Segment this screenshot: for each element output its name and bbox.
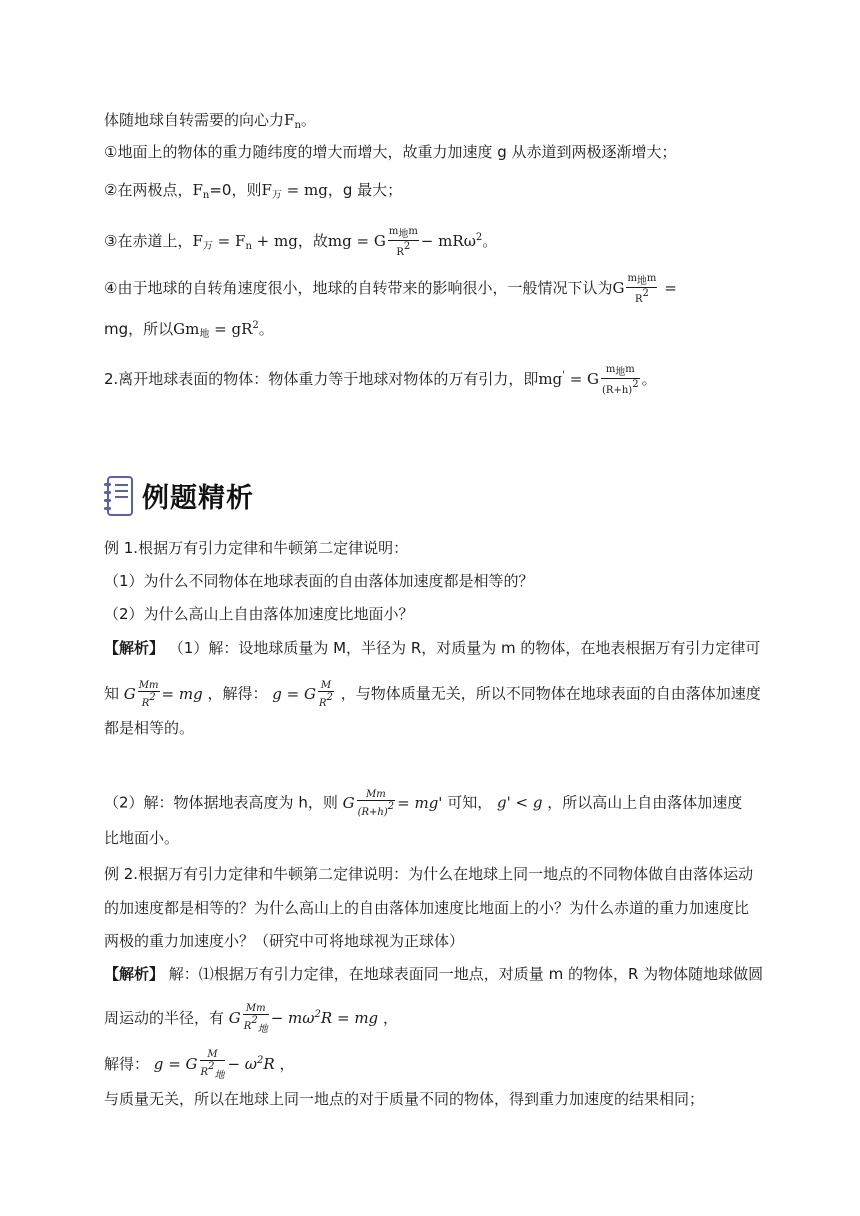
text-segment: 。 bbox=[641, 370, 657, 388]
answer-ex2-line-3 bbox=[104, 1049, 295, 1081]
text-segment: （1）为什么不同物体在地球表面的自由落体加速度都是相等的？ bbox=[104, 572, 534, 590]
text-segment: 知 bbox=[104, 684, 120, 703]
section-title: 例题精析 bbox=[142, 483, 254, 514]
example-2-line-3 bbox=[104, 931, 464, 951]
text-segment: （2）为什么高山上自由落体加速度比地面小？ bbox=[104, 605, 414, 623]
text-segment: 体随地球自转需要的向心力 bbox=[104, 111, 285, 129]
answer-1-line-2 bbox=[104, 680, 761, 709]
example-2-line-1 bbox=[104, 864, 753, 884]
answer-2-line-2 bbox=[104, 828, 179, 848]
math-rotation-eq: G $\frac{Mm}{\text{R2地}}$ − $m\omega^2R$ = mg bbox=[228, 1003, 379, 1035]
text-segment: 2.离开地球表面的物体：物体重力等于地球对物体的万有引力，即 bbox=[104, 370, 539, 388]
math-g-compare: g' < g bbox=[497, 793, 543, 812]
text-segment: 。 bbox=[482, 232, 498, 250]
analysis-label: 【解析】 bbox=[104, 965, 165, 983]
text-segment: 。 bbox=[258, 320, 274, 338]
text-segment: ③在赤道上， bbox=[104, 232, 193, 250]
text-segment: =0，则 bbox=[209, 181, 262, 199]
notebook-icon bbox=[104, 474, 136, 518]
paragraph-point-4 bbox=[104, 273, 677, 305]
text-segment: 例 1.根据万有引力定律和牛顿第二定律说明： bbox=[104, 539, 409, 557]
math-golden-substitution: $Gm_地 = gR^2$ bbox=[173, 320, 259, 340]
answer-ex2-line-4 bbox=[104, 1089, 704, 1109]
text-segment: 与质量无关，所以在地球上同一地点的对于质量不同的物体，得到重力加速度的结果相同； bbox=[104, 1090, 705, 1108]
text-segment: ②在两极点， bbox=[104, 181, 193, 199]
fraction: $\frac{Mm}{\text{(R+ℎ)2}}$ bbox=[357, 789, 395, 818]
text-segment: 都是相等的。 bbox=[104, 719, 195, 737]
math-g-rotation-result: g = G $\frac{M}{\text{R2地}}$ − $\omega^2R$ bbox=[153, 1049, 275, 1081]
math-F-wan-eq-mg: $F_万$ = mg bbox=[261, 181, 328, 201]
fraction: $\frac{\text{m地m}}{R2}$ bbox=[627, 273, 657, 305]
analysis-label: 【解析】 bbox=[104, 639, 165, 657]
answer-ex2-line-1 bbox=[104, 964, 763, 984]
math-approx: G $\frac{\text{m地m}}{R2}$ = bbox=[612, 273, 677, 305]
fraction: $\frac{M}{\text{R2地}}$ bbox=[200, 1049, 225, 1081]
text-segment: 例 2.根据万有引力定律和牛顿第二定律说明：为什么在地球上同一地点的不同物体做自由落体运动 bbox=[104, 865, 754, 883]
text-segment: （1）解：设地球质量为 M，半径为 R，对质量为 m 的物体，在地表根据万有引力定律可 bbox=[168, 639, 761, 657]
math-g-result: g = G $\frac{M}{R2}$ bbox=[272, 680, 333, 709]
text-segment: mg，所以 bbox=[104, 320, 174, 338]
text-segment: ，故 bbox=[297, 232, 328, 250]
math-Fn: $F_n$ bbox=[192, 181, 210, 201]
example-2-line-2 bbox=[104, 898, 749, 918]
math-above-surface: mg' = G $\frac{\text{m地m}}{(R+h)2}$ bbox=[538, 364, 639, 396]
text-segment: ，g 最大； bbox=[327, 181, 403, 199]
fraction: $\frac{M}{R2}$ bbox=[319, 680, 333, 709]
text-segment: 两极的重力加速度小？（研究中可将地球视为正球体） bbox=[104, 932, 465, 950]
text-segment: ，解得： bbox=[207, 684, 268, 703]
answer-ex2-line-2 bbox=[104, 1003, 398, 1035]
text-segment: 的加速度都是相等的？为什么高山上的自由落体加速度比地面上的小？为什么赤道的重力加速度比 bbox=[104, 899, 750, 917]
math-Fn: $F_n$ bbox=[284, 111, 301, 131]
math-equator-force: $F_万 = F_n$ + mg bbox=[192, 232, 298, 252]
answer-1-line-1 bbox=[104, 638, 760, 658]
text-segment: 解：⑴根据万有引力定律，在地球表面同一地点，对质量 m 的物体，R 为物体随地球做圆 bbox=[168, 965, 764, 983]
example-1-question-1 bbox=[104, 571, 534, 591]
fraction: $\frac{Mm}{R2}$ bbox=[138, 680, 159, 709]
math-height-eq: G $\frac{Mm}{\text{(R+ℎ)2}}$ = mg' bbox=[342, 789, 443, 818]
text-segment: ， bbox=[382, 1009, 398, 1027]
text-segment: 。 bbox=[300, 111, 316, 129]
text-segment: （2）解：物体据地表高度为 h，则 bbox=[104, 793, 338, 812]
example-1-question-2 bbox=[104, 604, 414, 624]
text-segment: ，与物体质量无关，所以不同物体在地球表面的自由落体加速度 bbox=[340, 684, 761, 703]
math-gravity-eq: G $\frac{Mm}{R2}$ = mg bbox=[123, 680, 203, 709]
answer-2-line-1 bbox=[104, 789, 742, 818]
paragraph-point-3 bbox=[104, 226, 497, 258]
math-equator-mg: mg = G $\frac{\text{m地m}}{R2}$ − mRω$^2$ bbox=[327, 226, 483, 258]
text-segment: 周运动的半径，有 bbox=[104, 1009, 225, 1027]
paragraph-point-4-cont bbox=[104, 316, 274, 345]
paragraph-centripetal bbox=[104, 110, 316, 136]
text-segment: ④由于地球的自转角速度很小，地球的自转带来的影响很小，一般情况下认为 bbox=[104, 279, 613, 297]
fraction: $\frac{Mm}{\text{R2地}}$ bbox=[243, 1003, 268, 1035]
fraction: $\frac{\text{m地m}}{(R+h)2}$ bbox=[602, 364, 639, 396]
answer-1-line-3 bbox=[104, 718, 194, 738]
text-segment: ， bbox=[279, 1055, 295, 1073]
paragraph-point-2 bbox=[104, 180, 402, 206]
example-1-title bbox=[104, 538, 408, 558]
text-segment: 解得： bbox=[104, 1055, 150, 1073]
fraction: $\frac{\text{m地m}}{R2}$ bbox=[388, 226, 418, 258]
paragraph-above-surface bbox=[104, 364, 657, 396]
text-segment: 比地面小。 bbox=[104, 829, 180, 847]
text-segment: ①地面上的物体的重力随纬度的增大而增大，故重力加速度 g 从赤道到两极逐渐增大； bbox=[104, 143, 677, 161]
text-segment: ，所以高山上自由落体加速度 bbox=[547, 793, 743, 812]
paragraph-point-1 bbox=[104, 142, 677, 162]
text-segment: 可知， bbox=[447, 793, 493, 812]
